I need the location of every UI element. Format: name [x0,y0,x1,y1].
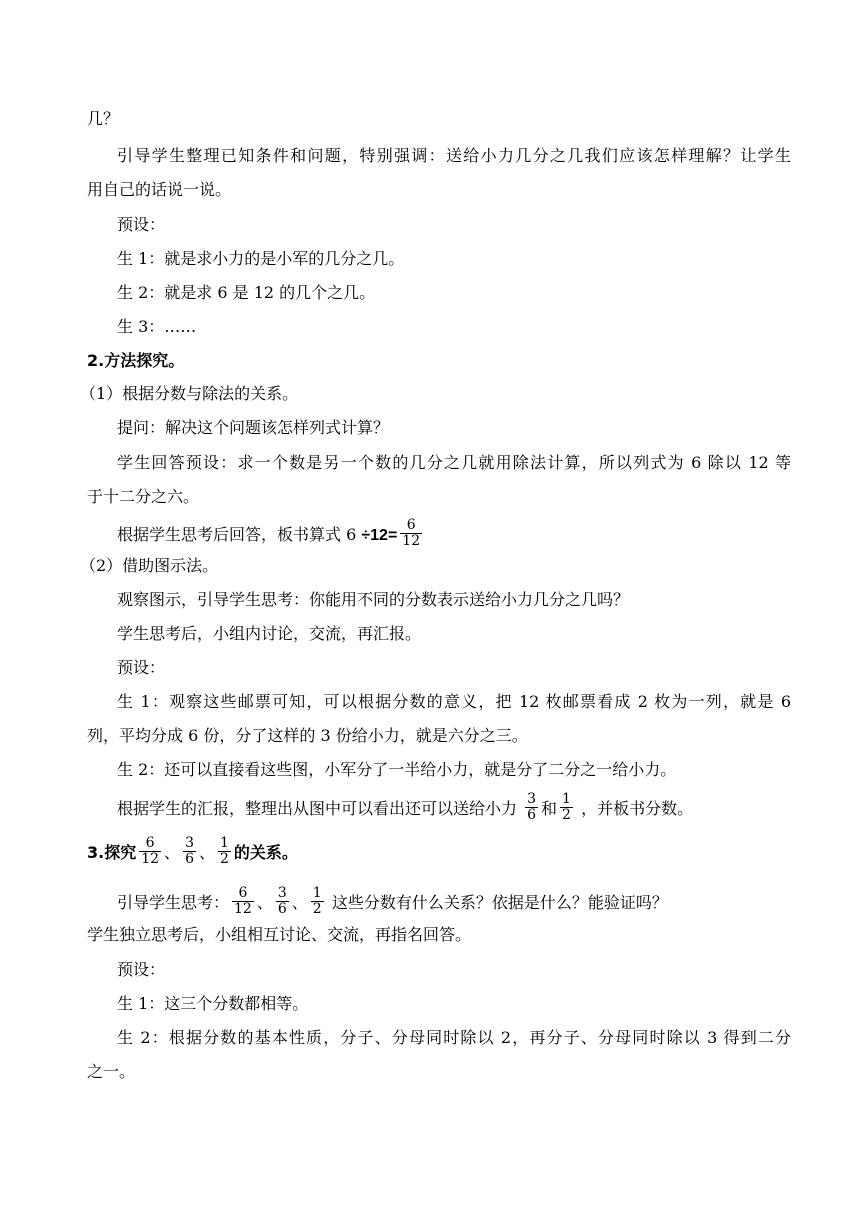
paragraph-line: 预设： [117,215,166,234]
fraction-1-2 [218,836,231,867]
section-heading: 2.方法探究。 [87,351,185,370]
fraction-denominator: 2 [562,807,571,823]
fraction-denominator: 6 [277,901,287,917]
fraction-denominator: 12 [402,533,421,549]
paragraph-line: 提问：解决这个问题该怎样列式计算？ [117,418,390,437]
fraction-denominator: 6 [185,851,194,867]
paragraph-line: 生 1：就是求小力的是小军的几分之几。 [117,249,405,268]
paragraph-line: 生 1：这三个分数都相等。 [117,994,309,1013]
paragraph-line: 引导学生整理已知条件和问题，特别强调：送给小力几分之几我们应该怎样理解？让学生 [117,146,791,165]
section-heading [87,835,298,869]
paragraph-line: 预设： [117,658,166,677]
paragraph-line [117,885,668,919]
separator: 、 [256,893,273,912]
heading-text: 的关系。 [233,843,298,862]
fraction-denominator: 6 [527,807,537,823]
fraction-6-12 [139,836,161,867]
fraction-numerator: 1 [220,835,229,851]
fraction-numerator: 3 [185,835,194,851]
paragraph-line: 用自己的话说一说。 [87,180,232,199]
paragraph-line: 之一。 [87,1062,136,1081]
paragraph-line: 生 3：…… [117,317,197,336]
paragraph-line: 几？ [87,109,120,128]
fraction-numerator: 3 [527,791,537,807]
paragraph-line: 学生独立思考后，小组相互讨论、交流，再指名回答。 [87,925,472,944]
paragraph-line: 于十二分之六。 [87,487,200,506]
fraction-numerator: 6 [238,885,248,901]
paragraph-line: 列，平均分成 6 份，分了这样的 3 份给小力，就是六分之三。 [87,726,528,745]
fraction-3-6 [525,792,538,823]
paragraph-line: 生 1：观察这些邮票可知，可以根据分数的意义，把 12 枚邮票看成 2 枚为一列，就是 6 [117,692,791,711]
fraction-numerator: 3 [277,885,287,901]
sentence-part: 根据学生的汇报，整理出从图中可以看出还可以送给小力 [117,799,518,818]
fraction-denominator: 12 [141,851,160,867]
subsection-heading: （1）根据分数与除法的关系。 [80,384,299,403]
sentence-part: 这些分数有什么关系？依据是什么？能验证吗？ [331,893,668,912]
paragraph-line [117,517,425,551]
paragraph-line: 生 2：根据分数的基本性质，分子、分母同时除以 2，再分子、分母同时除以 3 得到二分 [117,1028,791,1047]
paragraph-line [117,791,694,825]
formula-expression: ÷12= [361,527,398,544]
fraction-numerator: 1 [562,791,571,807]
separator: 、 [198,843,215,862]
sentence-part: 引导学生思考： [117,893,230,912]
conjunction: 和 [541,799,558,818]
separator: 、 [164,843,181,862]
paragraph-line: 预设： [117,960,166,979]
fraction-denominator: 12 [234,901,252,917]
fraction-denominator: 2 [312,901,322,917]
fraction-1-2 [560,792,573,823]
paragraph-line: 生 2：就是求 6 是 12 的几个之几。 [117,283,376,302]
fraction-numerator: 6 [406,517,416,533]
fraction-6-12 [400,518,422,549]
paragraph-line: 学生思考后，小组内讨论，交流，再汇报。 [117,624,422,643]
formula-text: 根据学生思考后回答，板书算式 6 [117,525,362,544]
fraction-3-6 [183,836,196,867]
fraction-numerator: 1 [312,885,322,901]
subsection-heading: （2）借助图示法。 [80,556,219,575]
fraction-6-12 [232,886,254,917]
paragraph-line: 观察图示，引导学生思考：你能用不同的分数表示送给小力几分之几吗？ [117,590,630,609]
fraction-3-6 [276,886,289,917]
sentence-part: ，并板书分数。 [581,799,694,818]
fraction-denominator: 2 [220,851,229,867]
fraction-1-2 [311,886,324,917]
paragraph-line: 学生回答预设：求一个数是另一个数的几分之几就用除法计算，所以列式为 6 除以 12 等 [117,453,791,472]
separator: 、 [291,893,308,912]
fraction-numerator: 6 [145,835,155,851]
paragraph-line: 生 2：还可以直接看这些图，小军分了一半给小力，就是分了二分之一给小力。 [117,760,677,779]
heading-text: 3.探究 [87,843,137,862]
